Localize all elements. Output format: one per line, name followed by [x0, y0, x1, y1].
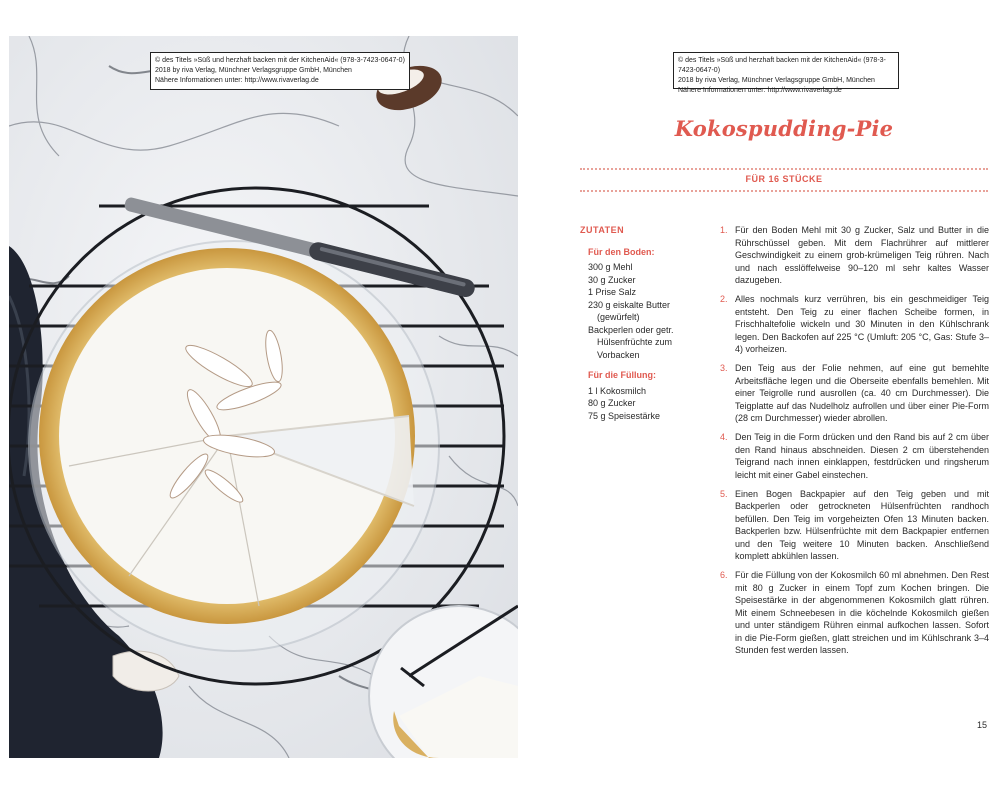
- ingredient-item: 75 g Speisestärke: [588, 410, 661, 421]
- step-number: 4.: [720, 432, 728, 442]
- step-number: 2.: [720, 294, 728, 304]
- ingredients-list-filling: [588, 385, 700, 423]
- instruction-step: [717, 293, 989, 356]
- divider-dotted: [580, 190, 988, 192]
- copyright-line: © des Titels »Süß und herzhaft backen mit der KitchenAid« (978-3-7423-0647-0): [155, 57, 405, 64]
- copyright-line: 2018 by riva Verlag, Münchner Verlagsgruppe GmbH, München: [155, 67, 352, 74]
- pie-illustration: [9, 36, 518, 758]
- step-number: 5.: [720, 488, 728, 499]
- step-text: Für die Füllung von der Kokosmilch 60 ml abnehmen. Den Rest mit 80 g Zucker in einem Topf zum Kochen bringen. Die Speisestärke in der abgenommenen Kokosmilch glatt rühren. Mit einem Schneebesen in die köchelnde Kokosmilch gießen und unter ständigem Rühren einmal aufkochen lassen. Sofort in die Pie-Form gießen, glatt streichen und im Kühlschrank 3–4 Stunden fest werden lassen.: [735, 570, 989, 655]
- recipe-title: Kokospudding-Pie: [674, 116, 894, 141]
- step-text: Den Teig in die Form drücken und den Rand bis auf 2 cm über den Rand hinaus abschneiden. Diesen 2 cm überstehenden Teigrand nach innen einklappen, festdrücken und ringsherum leicht mit einer Gabel einstechen.: [735, 432, 989, 480]
- page-number: 15: [977, 720, 988, 730]
- step-text: Einen Bogen Backpapier auf den Teig geben und mit Backperlen oder getrockneten Hülsenfrüchten randhoch befüllen. Den Teig im vorgeheizten Ofen 13 Minuten backen. Backperlen bzw. Hülsenfrüchte mit dem Backpapier entfernen und den Teig weitere 10 Minuten backen. Anschließend komplett abkühlen lassen.: [735, 488, 989, 561]
- step-text: Alles nochmals kurz verrühren, bis ein geschmeidiger Teig entsteht. Den Teig zu einer flachen Scheibe formen, in Frischhaltefolie wickeln und 30 Minuten in den Kühlschrank legen. Den Backofen auf 225 °C (Umluft: 205 °C, Gas: Stufe 3–4) vorheizen.: [735, 294, 989, 354]
- copyright-line: © des Titels »Süß und herzhaft backen mit der KitchenAid« (978-3-7423-0647-0): [678, 57, 886, 74]
- copyright-line: Nähere Informationen unter: http://www.rivaverlag.de: [678, 87, 842, 94]
- recipe-photo: [9, 36, 518, 758]
- instruction-step: [717, 224, 989, 287]
- instruction-step: [717, 488, 989, 563]
- ingredients-heading: ZUTATEN: [580, 225, 625, 235]
- ingredients-panel: [580, 224, 700, 430]
- instruction-step: [717, 431, 989, 481]
- divider-dotted: [580, 168, 988, 170]
- step-number: 6.: [720, 570, 728, 580]
- ingredient-item: 80 g Zucker: [588, 398, 636, 408]
- instruction-step: [717, 569, 989, 657]
- ingredients-subheading-filling: Für die Füllung:: [588, 370, 656, 380]
- ingredient-item: 230 g eiskalte Butter (gewürfelt): [588, 299, 671, 322]
- ingredient-item: 300 g Mehl: [588, 262, 633, 272]
- step-text: Für den Boden Mehl mit 30 g Zucker, Salz und Butter in die Rührschüssel geben. Mit dem Flachrührer auf mittlerer Geschwindigkeit zu einem grob-krümeligen Teig rühren. Nach und nach esslöffelweise 90–120 ml sehr kaltes Wasser dazugeben.: [735, 225, 989, 285]
- ingredient-item: 1 Prise Salz: [588, 287, 637, 297]
- copyright-line: Nähere Informationen unter: http://www.rivaverlag.de: [155, 77, 319, 84]
- copyright-line: 2018 by riva Verlag, Münchner Verlagsgruppe GmbH, München: [678, 77, 875, 84]
- ingredients-list-base: [588, 261, 700, 361]
- ingredient-item: Backperlen oder getr. Hülsenfrüchte zum Vorbacken: [588, 324, 674, 360]
- copyright-notice-right: [673, 52, 899, 94]
- step-number: 1.: [720, 225, 728, 235]
- step-text: Den Teig aus der Folie nehmen, auf eine gut bemehlte Arbeitsfläche legen und die Oberseite ebenfalls bemehlen. Mit einer Teigrolle rund ausrollen (ca. 40 cm Durchmesser). Die Teigplatte auf das Nudelholz aufrollen und über einer Pie-Form (28 cm Durchmesser) wieder abrollen.: [735, 363, 989, 423]
- serving-size: FÜR 16 STÜCKE: [745, 174, 823, 184]
- ingredients-subheading-base: Für den Boden:: [588, 246, 655, 257]
- instruction-step: [717, 362, 989, 425]
- ingredient-item: 30 g Zucker: [588, 274, 636, 285]
- ingredient-item: 1 l Kokosmilch: [588, 385, 647, 396]
- step-number: 3.: [720, 363, 728, 373]
- copyright-notice-left: [150, 52, 410, 90]
- instructions-list: [717, 224, 989, 663]
